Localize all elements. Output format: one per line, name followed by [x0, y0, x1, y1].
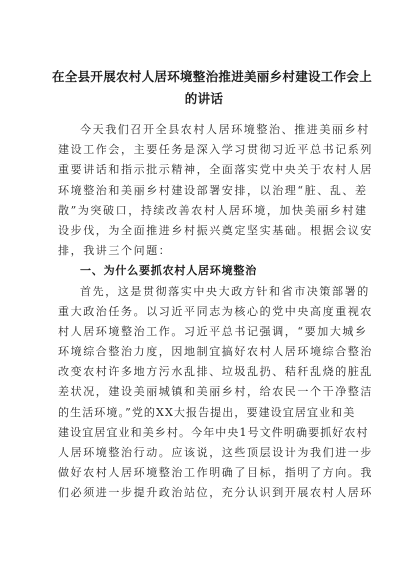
paragraph-intro	[58, 120, 373, 261]
paragraph-line: 们必须进一步提升政治站位，充分认识到开展农村人居环	[58, 486, 373, 500]
document-title	[52, 66, 373, 110]
paragraph-line: 建设宜居宜业和美乡村。今年中央1号文件明确要抓好农村	[58, 425, 369, 439]
paragraph-line: 环境综合整治力度，因地制宜搞好农村人居环境综合整治	[58, 345, 373, 359]
paragraph-line: 的生活环境。”党的XX大报告提出，要建设宜居宜业和美	[58, 405, 356, 419]
paragraph-line: 做好农村人居环境整治工作明确了目标，指明了方向。我	[58, 466, 373, 480]
paragraph-line: 改变农村许多地方污水乱排、垃圾乱扔、秸秆乱烧的脏乱	[58, 365, 373, 379]
paragraph-line: 建设工作会，主要任务是深入学习贯彻习近平总书记系列	[58, 143, 373, 157]
paragraph-line: 环境整治和美丽乡村建设部署安排，以治理“脏、乱、差	[58, 183, 368, 197]
title-line-2: 的讲话	[184, 91, 224, 106]
paragraph-line: 今天我们召开全县农村人居环境整治、推进美丽乡村	[80, 123, 370, 136]
title-line-1: 在全县开展农村人居环境整治推进美丽乡村建设工作会上	[52, 69, 373, 84]
paragraph-line: 差状况，建设美丽城镇和美丽乡村，给农民一个干净整洁	[58, 385, 373, 399]
paragraph-line: 散”为突破口，持续改善农村人居环境，加快美丽乡村建	[58, 203, 368, 217]
paragraph-line: 重要讲话和指示批示精神，全面落实党中央关于农村人居	[58, 163, 373, 177]
paragraph-line: 排，我讲三个问题：	[58, 244, 172, 258]
paragraph-line: 首先，这是贯彻落实中央大政方针和省市决策部署的	[80, 284, 370, 298]
document-body	[58, 120, 373, 504]
paragraph-line: 设步伐，为全面推进乡村振兴奠定坚实基础。根据会议安	[58, 223, 373, 237]
paragraph-line: 人居环境整治行动。应该说，这些顶层设计为我们进一步	[58, 446, 373, 459]
paragraph-line: 村人居环境整治工作。习近平总书记强调，“要加大城乡	[58, 324, 368, 338]
paragraph-line: 重大政治任务。以习近平同志为核心的党中央高度重视农	[58, 304, 373, 318]
paragraph-first-point	[58, 282, 373, 504]
section-heading: 一、为什么要抓农村人居环境整治	[80, 264, 257, 278]
